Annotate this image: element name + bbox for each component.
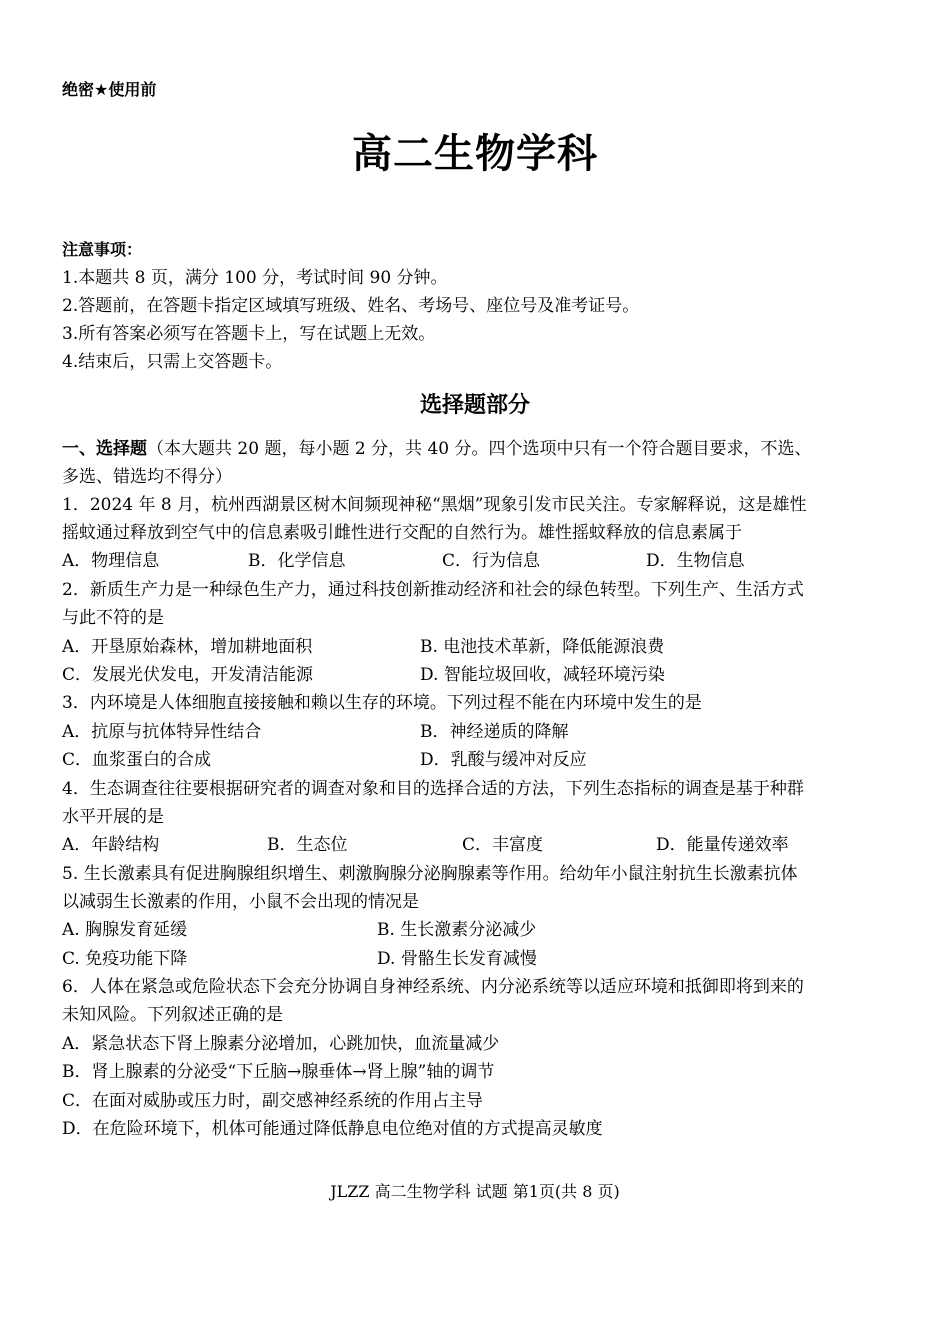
question-stem: 水平开展的是 (62, 807, 164, 827)
notice-heading: 注意事项： (62, 240, 143, 259)
option-b: B. 生长激素分泌减少 (377, 920, 537, 940)
option-b: B．生态位 (267, 835, 348, 855)
option-d: D. 智能垃圾回收，减轻环境污染 (420, 665, 665, 685)
option-b: B．神经递质的降解 (420, 722, 569, 742)
option-c: C．在面对威胁或压力时，副交感神经系统的作用占主导 (62, 1091, 484, 1111)
option-d: D．生物信息 (646, 551, 745, 571)
part-heading: 一、选择题 (62, 439, 147, 459)
question-stem: 与此不符的是 (62, 608, 164, 628)
question-stem: 1．2024 年 8 月，杭州西湖景区树木间频现神秘“黑烟”现象引发市民关注。专家解释说，这是雄性 (62, 495, 807, 515)
option-a: A．紧急状态下肾上腺素分泌增加，心跳加快，血流量减少 (62, 1034, 500, 1054)
notice-item: 4.结束后，只需上交答题卡。 (62, 352, 283, 372)
option-c: C．血浆蛋白的合成 (62, 750, 212, 770)
part-desc-cont: 多选、错选均不得分） (62, 467, 232, 487)
section-title: 选择题部分 (419, 393, 530, 418)
option-a: A．年龄结构 (62, 835, 160, 855)
notice-item: 3.所有答案必须写在答题卡上，写在试题上无效。 (62, 324, 436, 344)
option-b: B．化学信息 (248, 551, 346, 571)
option-d: D．能量传递效率 (656, 835, 789, 855)
option-d: D．在危险环境下，机体可能通过降低静息电位绝对值的方式提高灵敏度 (62, 1119, 603, 1139)
confidential-label: 绝密★使用前 (62, 80, 157, 99)
question-stem: 6．人体在紧急或危险状态下会充分协调自身神经系统、内分泌系统等以适应环境和抵御即将到来的 (62, 977, 804, 997)
question-stem: 3．内环境是人体细胞直接接触和赖以生存的环境。下列过程不能在内环境中发生的是 (62, 693, 702, 713)
question-stem: 摇蚊通过释放到空气中的信息素吸引雌性进行交配的自然行为。雄性摇蚊释放的信息素属于 (62, 523, 742, 543)
option-c: C．发展光伏发电，开发清洁能源 (62, 665, 314, 685)
option-a: A．开垦原始森林，增加耕地面积 (62, 637, 313, 657)
question-stem: 4．生态调查往往要根据研究者的调查对象和目的选择合适的方法，下列生态指标的调查是基于种群 (62, 779, 804, 799)
question-stem: 未知风险。下列叙述正确的是 (62, 1005, 283, 1025)
part-desc: （本大题共 20 题，每小题 2 分，共 40 分。四个选项中只有一个符合题目要求，不选、 (147, 439, 812, 459)
option-a: A. 胸腺发育延缓 (62, 920, 188, 940)
option-c: C．行为信息 (442, 551, 541, 571)
option-b: B．肾上腺素的分泌受“下丘脑→腺垂体→肾上腺”轴的调节 (62, 1062, 495, 1082)
question-stem: 以减弱生长激素的作用，小鼠不会出现的情况是 (62, 892, 419, 912)
option-a: A．物理信息 (62, 551, 160, 571)
part-intro (62, 437, 812, 461)
question-stem: 2．新质生产力是一种绿色生产力，通过科技创新推动经济和社会的绿色转型。下列生产、生活方式 (62, 580, 804, 600)
option-d: D．乳酸与缓冲对反应 (420, 750, 587, 770)
notice-item: 1.本题共 8 页，满分 100 分，考试时间 90 分钟。 (62, 268, 448, 288)
option-d: D. 骨骼生长发育减慢 (377, 949, 537, 969)
option-c: C．丰富度 (462, 835, 544, 855)
option-b: B. 电池技术革新，降低能源浪费 (420, 637, 665, 657)
page-footer: JLZZ 高二生物学科 试题 第1页(共 8 页) (330, 1182, 620, 1201)
option-c: C. 免疫功能下降 (62, 949, 188, 969)
option-a: A．抗原与抗体特异性结合 (62, 722, 262, 742)
notice-item: 2.答题前，在答题卡指定区域填写班级、姓名、考场号、座位号及准考证号。 (62, 296, 640, 316)
page-title: 高二生物学科 (352, 131, 598, 177)
question-stem: 5. 生长激素具有促进胸腺组织增生、刺激胸腺分泌胸腺素等作用。给幼年小鼠注射抗生长激素抗体 (62, 864, 798, 884)
